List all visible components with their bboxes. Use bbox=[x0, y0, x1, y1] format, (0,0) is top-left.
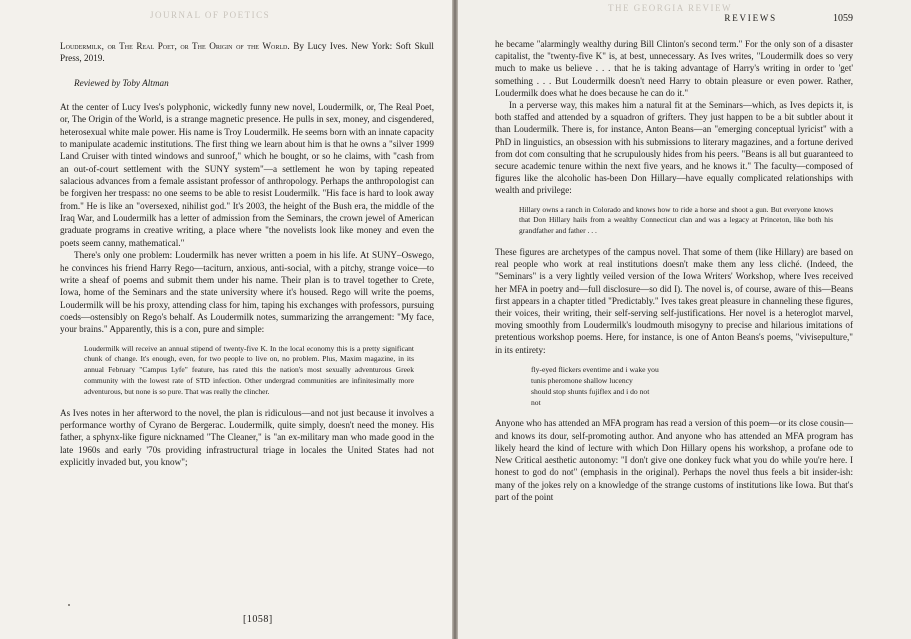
left-page bbox=[0, 0, 452, 639]
paragraph: There's only one problem: Loudermilk has never written a poem in his life. At SUNY–Oswego, he convinces his friend Harry Rego—taciturn, anxious, anti-social, with a pitchy, strange voice—to write a sheaf of poems and submit them under his name. Their plan is to travel together to Crete, Iowa, home of the Seminars and the state university where it's housed. Rego will write the poems, Loudermilk will be his proxy, attending class for him, taping his exchanges with professors, pursuing coeds—ostensibly on Rego's behalf. As Loudermilk notes, summarizing the arrangement: "My face, your brains." Apparently, this is a con, pure and simple: bbox=[60, 250, 434, 335]
right-page bbox=[458, 0, 911, 639]
running-head-section: REVIEWS bbox=[724, 13, 777, 23]
running-head bbox=[495, 13, 853, 24]
citation-title: Loudermilk, or The Real Poet, or The Origin of the World. bbox=[60, 41, 290, 51]
poem-line: tunis pheromone shallow lucency bbox=[531, 375, 633, 385]
paragraph: In a perverse way, this makes him a natural fit at the Seminars—which, as Ives depicts it, is both staffed and attended by a squadron of grifters. They just happen to be a bit subtler about it than Loudermilk. There is, for instance, Anton Beans—an "emerging conceptual lyricist" with a PhD in linguistics, an obsession with his submissions to literary magazines, and a fortune derived from dot com consulting that he scrupulously hides from his peers. "Beans is all but guaranteed to secure academic tenure within the next five years, and he knows it." The faculty—composed of figures like the alcoholic has-been Don Hillary—have equally complicated relationships with wealth and privilege: bbox=[495, 100, 853, 196]
page-speck bbox=[68, 604, 70, 606]
poem-line: not bbox=[531, 397, 541, 407]
show-through-header: THE GEORGIA REVIEW bbox=[608, 3, 732, 13]
poem-line: fly-eyed flickers eventime and i wake you bbox=[531, 364, 659, 374]
paragraph: These figures are archetypes of the campus novel. That some of them (like Hillary) are based on real people who work at real institutions doesn't make them any less cliché. (Indeed, the "Seminars" is a very lightly veiled version of the Iowa Writers' Workshop, where Ives received her MFA in poetry and—full disclosure—so did I). The novel is, of course, aware of this—Beans first appears in a chapter titled "Predictably." Ives takes great pleasure in channeling these figures, their voices, their writing, their self-serving self-justifications. Her novel is a heteroglot marvel, moving smoothly from Loudermilk's loudmouth misogyny to precise and hilarious imitations of pretentious workshop poems. Here, for instance, is one of Anton Beans's poems, "vivisepulture," in its entirety: bbox=[495, 247, 853, 355]
book-citation bbox=[60, 40, 434, 65]
paragraph: Anyone who has attended an MFA program has read a version of this poem—or its close cousin—and knows its dour, self-promoting author. And anyone who has attended an MFA program has likely heard the kind of lecture with which Don Hillary opens his workshop, a profane ode to New Critical aesthetic autonomy: "I don't give one donkey fuck what you do while you're here. I honest to god do not" (emphasis in the original). Perhaps the novel thus feels a bit insider-ish: many of the jokes rely on a knowledge of the strange customs of institutions like Iowa. But that's part of the point bbox=[495, 418, 853, 502]
poem-line: should stop shunts fujiflex and i do not bbox=[531, 386, 650, 396]
block-quote: Hillary owns a ranch in Colorado and knows how to ride a horse and shoot a gun. But everyone knows that Don Hillary hails from a wealthy Connecticut clan and was a legacy at Princeton, like both his grandfather and father . . . bbox=[519, 204, 833, 236]
paragraph: At the center of Lucy Ives's polyphonic, wickedly funny new novel, Loudermilk, or, The Real Poet, or, The Origin of the World, is a strange magnetic presence. He pulls in sex, money, and cisgendered, heterosexual white male power. His name is Troy Loudermilk. He seems born with an innate capacity to manipulate academic institutions. The first thing we learn about him is that he owns a "silver 1999 Land Cruiser with tinted windows and sunroof," which he bought, or so he claims, with "cash from an out-of-court settlement with the SUNY system"—a settlement he won by taping repeated salacious advances from a female assistant professor of anthropology. Perhaps the anthropologist can be forgiven her trespass: no one seems to be able to resist Loudermilk. "His face is hard to look away from." He is like an "oversexed, nihilist god." It's 2003, the height of the Bush era, the middle of the Iraq War, and Loudermilk has a letter of admission from the Seminars, the crown jewel of American graduate programs in creative writing, a place where "the novelists look like money and even the poets seem canny, mathematical." bbox=[60, 102, 434, 248]
show-through-header: JOURNAL OF POETICS bbox=[150, 10, 271, 20]
reviewer-byline: Reviewed by Toby Altman bbox=[74, 77, 169, 88]
paragraph: As Ives notes in her afterword to the novel, the plan is ridiculous—and not just because it involves a performance worthy of Cyrano de Bergerac. Loudermilk, quite simply, doesn't need the money. His father, a sphynx-like figure nicknamed "The Cleaner," is "an ex-military man who made good in the late 1960s and early '70s providing infrastructural triage in locales the United States had not explicitly invaded but, you know"; bbox=[60, 407, 434, 467]
block-quote: Loudermilk will receive an annual stipend of twenty-five K. In the local economy this is a pretty significant chunk of change. It's enough, even, for two people to live on, no problem. Plus, Maxim magazine, in its annual February "Campus Lyfe" feature, has rated this the nation's most sexually adventurous Greek community with the lowest rate of STD infection. Other undergrad communities are infinitesimally more adventurous, but none is so pure. That was really the clincher. bbox=[84, 343, 414, 396]
paragraph: he became "alarmingly wealthy during Bill Clinton's second term." For the only son of a disaster capitalist, the "twenty-five K" is, at best, unnecessary. As Ives writes, "Loudermilk does so very much to make us believe . . . that he is taking advantage of Harry's writing in order to 'get' something . . . But Loudermilk doesn't need Harry to obtain pleasure or even power. Rather, Loudermilk does what he does because he can do it." bbox=[495, 39, 853, 98]
page-folio: [1058] bbox=[243, 614, 273, 625]
citation-publisher: By Lucy Ives. New York: Soft Skull Press, 2019. bbox=[60, 41, 434, 64]
poem-quote bbox=[531, 365, 853, 409]
page-number: 1059 bbox=[833, 13, 853, 24]
